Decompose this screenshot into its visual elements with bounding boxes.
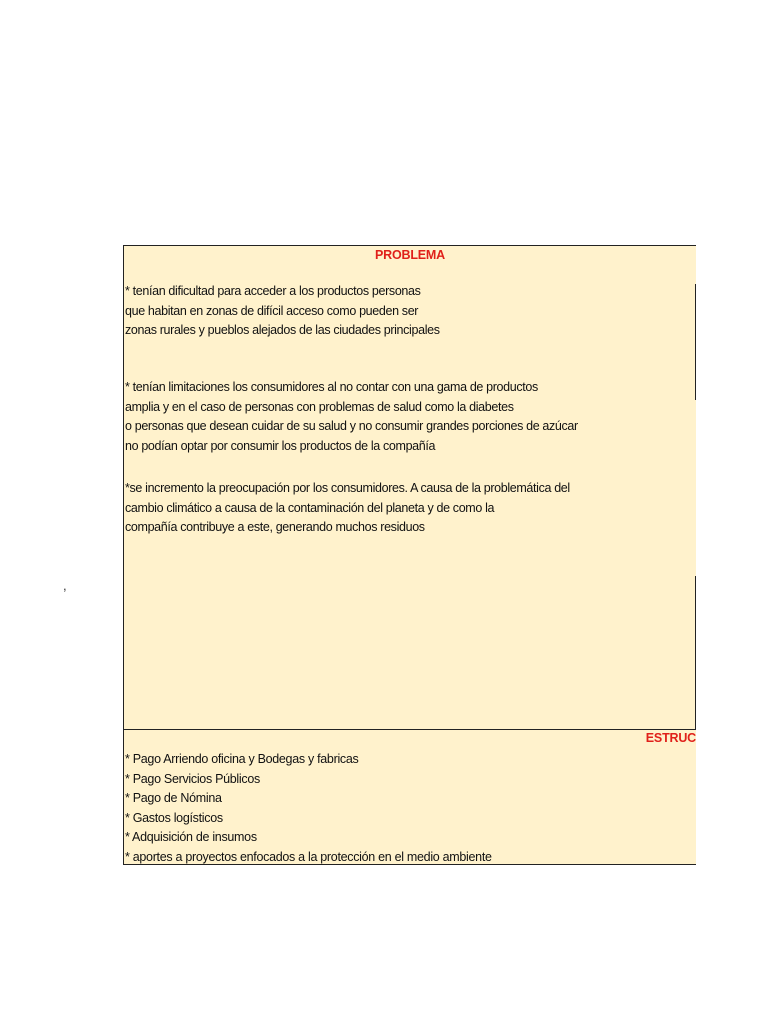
text-line: o personas que desean cuidar de su salud y no consumir grandes porciones de azúcar	[125, 419, 578, 433]
text-line: *se incremento la preocupación por los consumidores. A causa de la problemática del	[125, 481, 570, 495]
list-item: * Pago Arriendo oficina y Bodegas y fabricas	[125, 752, 359, 766]
text-line: * tenían dificultad para acceder a los productos personas	[125, 284, 421, 298]
list-item: * Pago de Nómina	[125, 791, 222, 805]
text-line: zonas rurales y pueblos alejados de las ciudades principales	[125, 323, 440, 337]
text-line: no podían optar por consumir los productos de la compañía	[125, 438, 436, 453]
text-line: * tenían limitaciones los consumidores al no contar con una gama de productos	[125, 380, 538, 394]
list-item: * Adquisición de insumos	[125, 830, 257, 844]
text-line: amplia y en el caso de personas con problemas de salud como la diabetes	[125, 399, 514, 414]
business-canvas-sheet	[123, 245, 696, 865]
problem-title: PROBLEMA	[375, 248, 445, 262]
text-line: cambio climático a causa de la contaminación del planeta y de como la	[125, 500, 495, 515]
stray-comma-mark: ,	[63, 578, 67, 593]
list-item: * aportes a proyectos enfocados a la protección en el medio ambiente	[125, 849, 492, 864]
list-item: * Gastos logísticos	[125, 810, 223, 825]
problem-cell	[124, 246, 696, 730]
cost-structure-cell	[124, 730, 696, 865]
text-line: que habitan en zonas de difícil acceso como pueden ser	[125, 303, 419, 318]
list-item: * Pago Servicios Públicos	[125, 771, 260, 786]
problem-paragraph	[125, 479, 570, 538]
problem-paragraph	[125, 282, 440, 341]
cost-structure-title: ESTRUC	[645, 731, 696, 745]
problem-paragraph	[125, 378, 578, 456]
cost-structure-list	[125, 750, 492, 865]
text-line: compañía contribuye a este, generando muchos residuos	[125, 520, 425, 534]
